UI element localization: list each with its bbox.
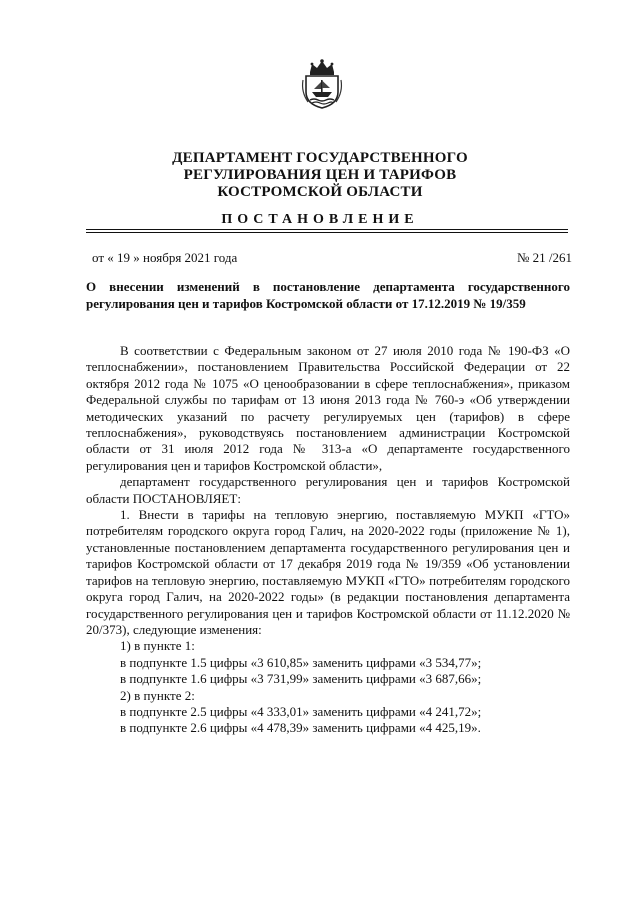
- header-line: РЕГУЛИРОВАНИЯ ЦЕН И ТАРИФОВ: [183, 167, 457, 183]
- clause-1-paragraph: 1. Внести в тарифы на тепловую энергию, поставляемую МУКП «ГТО» потребителям городского округа город Галич, на 2020-2022 годы (приложение № 1), установленные постановлением департамента государственного регулирования цен и тарифов Костромской области от 17 декабря 2019 года № 19/359 «Об установлении тарифов на тепловую энергию, поставляемую МУКП «ГТО» потребителям городского округа город Галич, на 2020-2022 годы» (в редакции постановления департамента государственного регулирования цен и тарифов Костромской области от 11.12.2020 № 20/373), следующие изменения:: [86, 507, 570, 637]
- amendment-item: в подпункте 2.5 цифры «4 333,01» заменить цифрами «4 241,72»;: [120, 703, 482, 719]
- department-header: [0, 150, 640, 201]
- divider-line: [86, 232, 568, 233]
- decree-title: ПОСТАНОВЛЕНИЕ: [221, 212, 419, 227]
- amendment-item: 1) в пункте 1:: [120, 638, 195, 654]
- amendment-item: в подпункте 1.5 цифры «3 610,85» заменить цифрами «3 534,77»;: [120, 654, 482, 670]
- amendment-item: в подпункте 1.6 цифры «3 731,99» заменить цифрами «3 687,66»;: [120, 671, 482, 687]
- decree-body: [86, 343, 570, 737]
- divider-line: [86, 229, 568, 230]
- header-line: ДЕПАРТАМЕНТ ГОСУДАРСТВЕННОГО: [172, 150, 468, 166]
- decree-subject: О внесении изменений в постановление департамента государственного регулирования цен и тарифов Костромской области от 17.12.2019 № 19/359: [86, 279, 570, 311]
- kostroma-coat-of-arms-icon: [300, 58, 344, 110]
- resolves-paragraph: департамент государственного регулирования цен и тарифов Костромской области ПОСТАНОВЛЯЕТ:: [86, 474, 570, 506]
- amendment-item: 2) в пункте 2:: [120, 687, 195, 703]
- decree-number: № 21 /261: [516, 250, 572, 265]
- amendment-item: в подпункте 2.6 цифры «4 478,39» заменить цифрами «4 425,19».: [120, 720, 481, 736]
- preamble-paragraph: В соответствии с Федеральным законом от 27 июля 2010 года № 190-ФЗ «О теплоснабжении», постановлением Правительства Российской Федерации от 22 октября 2012 года № 1075 «О ценообразовании в сфере теплоснабжения», приказом Федеральной службы по тарифам от 13 июня 2013 года № 760-э «Об утверждении методических указаний по расчету регулируемых цен (тарифов) в сфере теплоснабжения», руководствуясь постановлением администрации Костромской области от 31 июля 2012 года № 313-а «О департаменте государственного регулирования цен и тарифов Костромской области»,: [86, 343, 570, 473]
- decree-date: от « 19 » ноября 2021 года: [92, 250, 238, 265]
- header-line: КОСТРОМСКОЙ ОБЛАСТИ: [217, 184, 423, 200]
